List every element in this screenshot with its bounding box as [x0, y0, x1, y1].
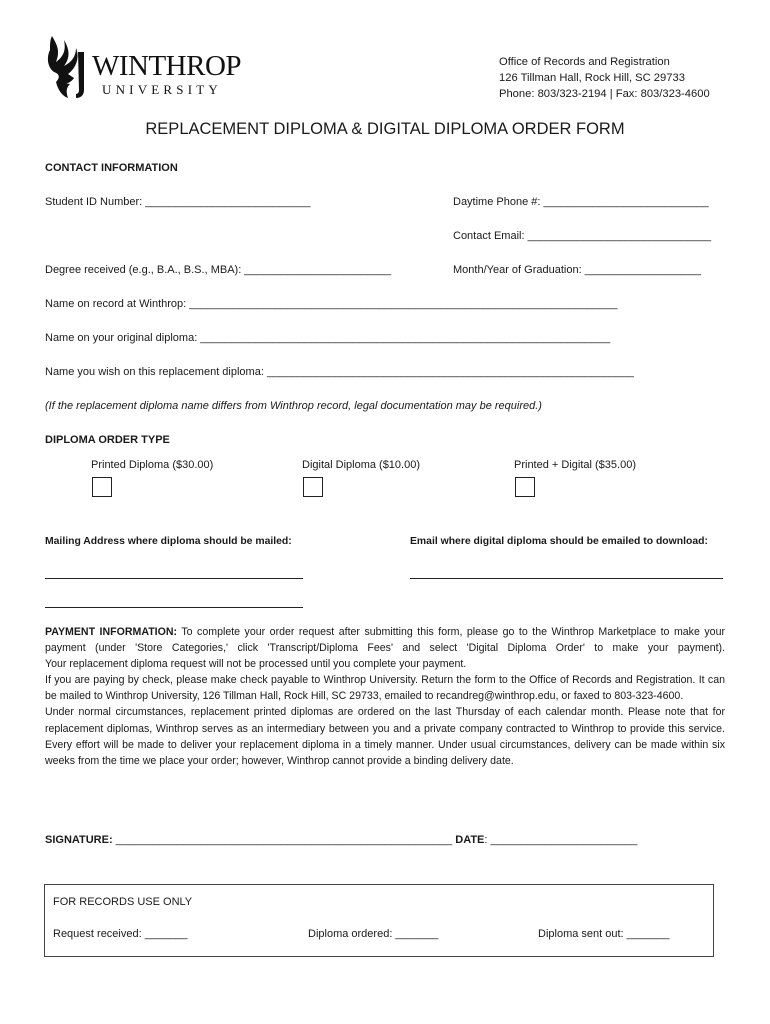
- mailing-address-line-1[interactable]: [45, 578, 303, 579]
- mailing-address-label: Mailing Address where diploma should be mailed:: [45, 536, 292, 547]
- name-on-record-field[interactable]: Name on record at Winthrop: ______________________________________________________________________: [45, 298, 618, 310]
- office-address: 126 Tillman Hall, Rock Hill, SC 29733: [499, 72, 685, 84]
- degree-field[interactable]: Degree received (e.g., B.A., B.S., MBA): ________________________: [45, 264, 392, 276]
- logo-subtitle: UNIVERSITY: [102, 82, 222, 97]
- order-type-heading: DIPLOMA ORDER TYPE: [45, 434, 170, 446]
- university-logo: [44, 32, 244, 100]
- check-payment-instructions: If you are paying by check, please make check payable to Winthrop University. Return the form to the Office of Records and Registration. It can be mailed to Winthrop University, 126 Tillman Hall, Rock Hill, SC 29733, emailed to recandreg@winthrop.edu, or faxed to 803-323-4600.: [45, 674, 725, 703]
- mailing-address-line-2[interactable]: [45, 607, 303, 608]
- option-digital-label: Digital Diploma ($10.00): [302, 459, 420, 471]
- request-received-field: Request received: _______: [53, 928, 188, 940]
- delivery-timing-note: Under normal circumstances, replacement printed diplomas are ordered on the last Thursday of each calendar month. Please note that for replacement diplomas, Winthrop serves as an intermediary between you and a private company contracted to Winthrop to provide this service. Every effort will be made to deliver your replacement diploma in a timely manner. Under usual circumstances, delivery can be made within six weeks from the time we place your order; however, Winthrop cannot provide a binding delivery date.: [45, 706, 725, 767]
- payment-processing-note: Your replacement diploma request will not be processed until you complete your payment.: [45, 658, 467, 671]
- option-printed-label: Printed Diploma ($30.00): [91, 459, 214, 471]
- digital-email-line[interactable]: [410, 578, 723, 579]
- digital-email-label: Email where digital diploma should be emailed to download:: [410, 536, 708, 547]
- form-title: REPLACEMENT DIPLOMA & DIGITAL DIPLOMA ORDER FORM: [145, 120, 625, 138]
- daytime-phone-field[interactable]: Daytime Phone #: ___________________________: [453, 196, 709, 208]
- name-original-diploma-field[interactable]: Name on your original diploma: ___________________________________________________________________: [45, 332, 611, 344]
- office-contact-block: [499, 54, 710, 102]
- printed-diploma-checkbox[interactable]: [92, 477, 112, 497]
- diploma-sent-field: Diploma sent out: _______: [538, 928, 670, 940]
- logo-wordmark: WINTHROP: [92, 50, 242, 82]
- graduation-date-field[interactable]: Month/Year of Graduation: ___________________: [453, 264, 701, 276]
- diploma-ordered-field: Diploma ordered: _______: [308, 928, 439, 940]
- contact-email-field[interactable]: Contact Email: ______________________________: [453, 230, 712, 242]
- records-heading: FOR RECORDS USE ONLY: [53, 896, 193, 908]
- payment-instructions: To complete your order request after submitting this form, please go to the Winthrop Marketplace to make your payment (under 'Store Categories,' click 'Transcript/Diploma Fees' and select 'Digital Diploma Order' to make your payment).: [45, 626, 725, 655]
- date-label: DATE: [455, 834, 485, 846]
- office-name: Office of Records and Registration: [499, 56, 670, 68]
- payment-label: PAYMENT INFORMATION:: [45, 626, 178, 638]
- option-both-label: Printed + Digital ($35.00): [514, 459, 636, 471]
- signature-row: [45, 834, 637, 846]
- signature-label: SIGNATURE:: [45, 834, 113, 846]
- records-use-only-box: [44, 884, 714, 957]
- payment-information: [45, 624, 725, 769]
- date-field[interactable]: : ________________________: [484, 834, 638, 846]
- contact-heading: CONTACT INFORMATION: [45, 162, 178, 174]
- printed-digital-checkbox[interactable]: [515, 477, 535, 497]
- name-difference-note: (If the replacement diploma name differs from Winthrop record, legal documentation may be required.): [45, 400, 542, 412]
- digital-diploma-checkbox[interactable]: [303, 477, 323, 497]
- signature-field[interactable]: _______________________________________________________: [115, 834, 453, 846]
- bird-crest-icon: [44, 32, 94, 100]
- name-replacement-diploma-field[interactable]: Name you wish on this replacement diploma: ____________________________________________________________: [45, 366, 634, 378]
- office-phone: Phone: 803/323-2194 | Fax: 803/323-4600: [499, 88, 710, 100]
- student-id-field[interactable]: Student ID Number: ___________________________: [45, 196, 311, 208]
